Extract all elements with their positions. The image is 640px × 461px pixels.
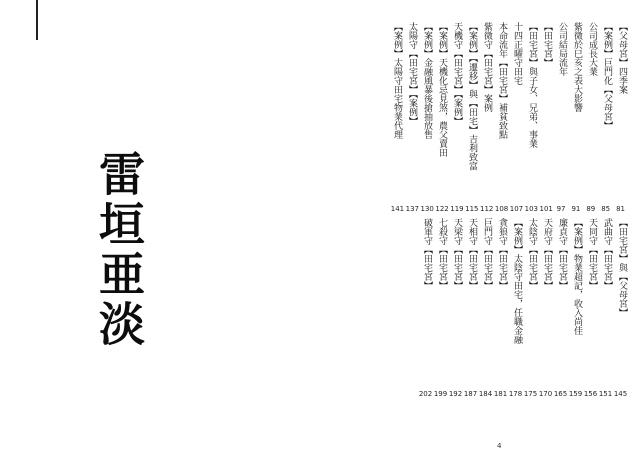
- page-number: 91: [571, 205, 581, 213]
- toc-entry: 公司成長大業: [587, 22, 597, 76]
- page-number: 108: [494, 205, 509, 213]
- page-number: 181: [493, 390, 508, 398]
- toc-entry: 【田宅宮】與子女、兄弟、事業: [527, 22, 537, 148]
- toc-entry: 武曲守【田宅宮】: [602, 218, 612, 290]
- toc-entry: 太陰守【田宅宮】: [527, 218, 537, 290]
- page-number: 122: [435, 205, 449, 213]
- page-number: 175: [523, 390, 538, 398]
- page-number: 97: [556, 205, 566, 213]
- toc-entry: 【田宅宮】與【父母宮】: [617, 218, 627, 317]
- toc-bottom-page-numbers: [418, 390, 628, 398]
- toc-top-columns: [382, 22, 628, 197]
- toc-entry: 【案例】金融風暴後搶抽放售: [422, 22, 432, 139]
- page-number: 119: [450, 205, 464, 213]
- toc-entry: 【父母宮】四季案: [617, 22, 627, 94]
- toc-entry: 天梁守【田宅宮】: [452, 218, 462, 290]
- page-number: 170: [538, 390, 553, 398]
- page-number: 101: [539, 205, 553, 213]
- page-number: 192: [448, 390, 463, 398]
- page-number: 137: [405, 205, 419, 213]
- toc-entry: 本命流年【田宅宮】補貧致點: [497, 22, 507, 139]
- page-number: 141: [390, 205, 405, 213]
- toc-bottom-columns: [412, 218, 628, 358]
- toc-entry: 貪狼守【田宅宮】: [497, 218, 507, 290]
- page-number: 159: [568, 390, 583, 398]
- page-number: 156: [583, 390, 598, 398]
- toc-entry: 【案例】太陽守田宅物業代理: [392, 22, 402, 139]
- page-number: 130: [420, 205, 434, 213]
- toc-top-page-numbers: [390, 205, 628, 213]
- toc-entry: 十四正曜守田宅: [512, 22, 522, 85]
- page-number: 89: [586, 205, 596, 213]
- page-number: 199: [433, 390, 448, 398]
- page-number: 165: [553, 390, 568, 398]
- toc-entry: 【案例】物業超記，收入尚佳: [572, 218, 582, 335]
- toc-entry: 巨門守【田宅宮】: [482, 218, 492, 290]
- calligraphy-title: 雷垣亜淡: [92, 150, 146, 350]
- toc-entry: 太陽守【田宅宮】【案例】: [407, 22, 417, 126]
- toc-entry: 天相守【田宅宮】: [467, 218, 477, 290]
- page-number: 178: [508, 390, 523, 398]
- toc-entry: 天機守【田宅宮】【案例】: [452, 22, 462, 126]
- toc-entry: 紫微於巳亥之表大影響: [572, 22, 582, 112]
- page-number: 184: [478, 390, 493, 398]
- page-number: 112: [480, 205, 494, 213]
- page-number: 81: [616, 205, 626, 213]
- page-number: 85: [601, 205, 611, 213]
- toc-entry: 紫微守【田宅宮】案例: [482, 22, 492, 112]
- toc-entry: 【田宅宮】: [542, 22, 552, 67]
- toc-entry: 破軍守【田宅宮】: [422, 218, 432, 290]
- toc-entry: 廉貞守【田宅宮】: [557, 218, 567, 290]
- binding-line: [36, 0, 38, 40]
- page-number: 115: [465, 205, 479, 213]
- page-number: 107: [509, 205, 524, 213]
- page-number: 145: [613, 390, 628, 398]
- toc-entry: 【案例】太陰守田宅，任職金融: [512, 218, 522, 344]
- page-number: 151: [598, 390, 613, 398]
- page-number: 103: [524, 205, 538, 213]
- folio-number: 4: [497, 442, 502, 450]
- page-number: 202: [418, 390, 433, 398]
- toc-entry: 【案例】【遷移】與【田宅】吉利致富: [467, 22, 477, 171]
- toc-entry: 【案例】巨門化【父母宮】: [602, 22, 612, 130]
- toc-entry: 天府守【田宅宮】: [542, 218, 552, 290]
- toc-entry: 天同守【田宅宮】: [587, 218, 597, 290]
- page-number: 187: [463, 390, 478, 398]
- toc-entry: 七殺守【田宅宮】: [437, 218, 447, 290]
- toc-entry: 【案例】天機化忌見煞，農父賣田: [437, 22, 447, 157]
- toc-entry: 公司結局流年: [557, 22, 567, 76]
